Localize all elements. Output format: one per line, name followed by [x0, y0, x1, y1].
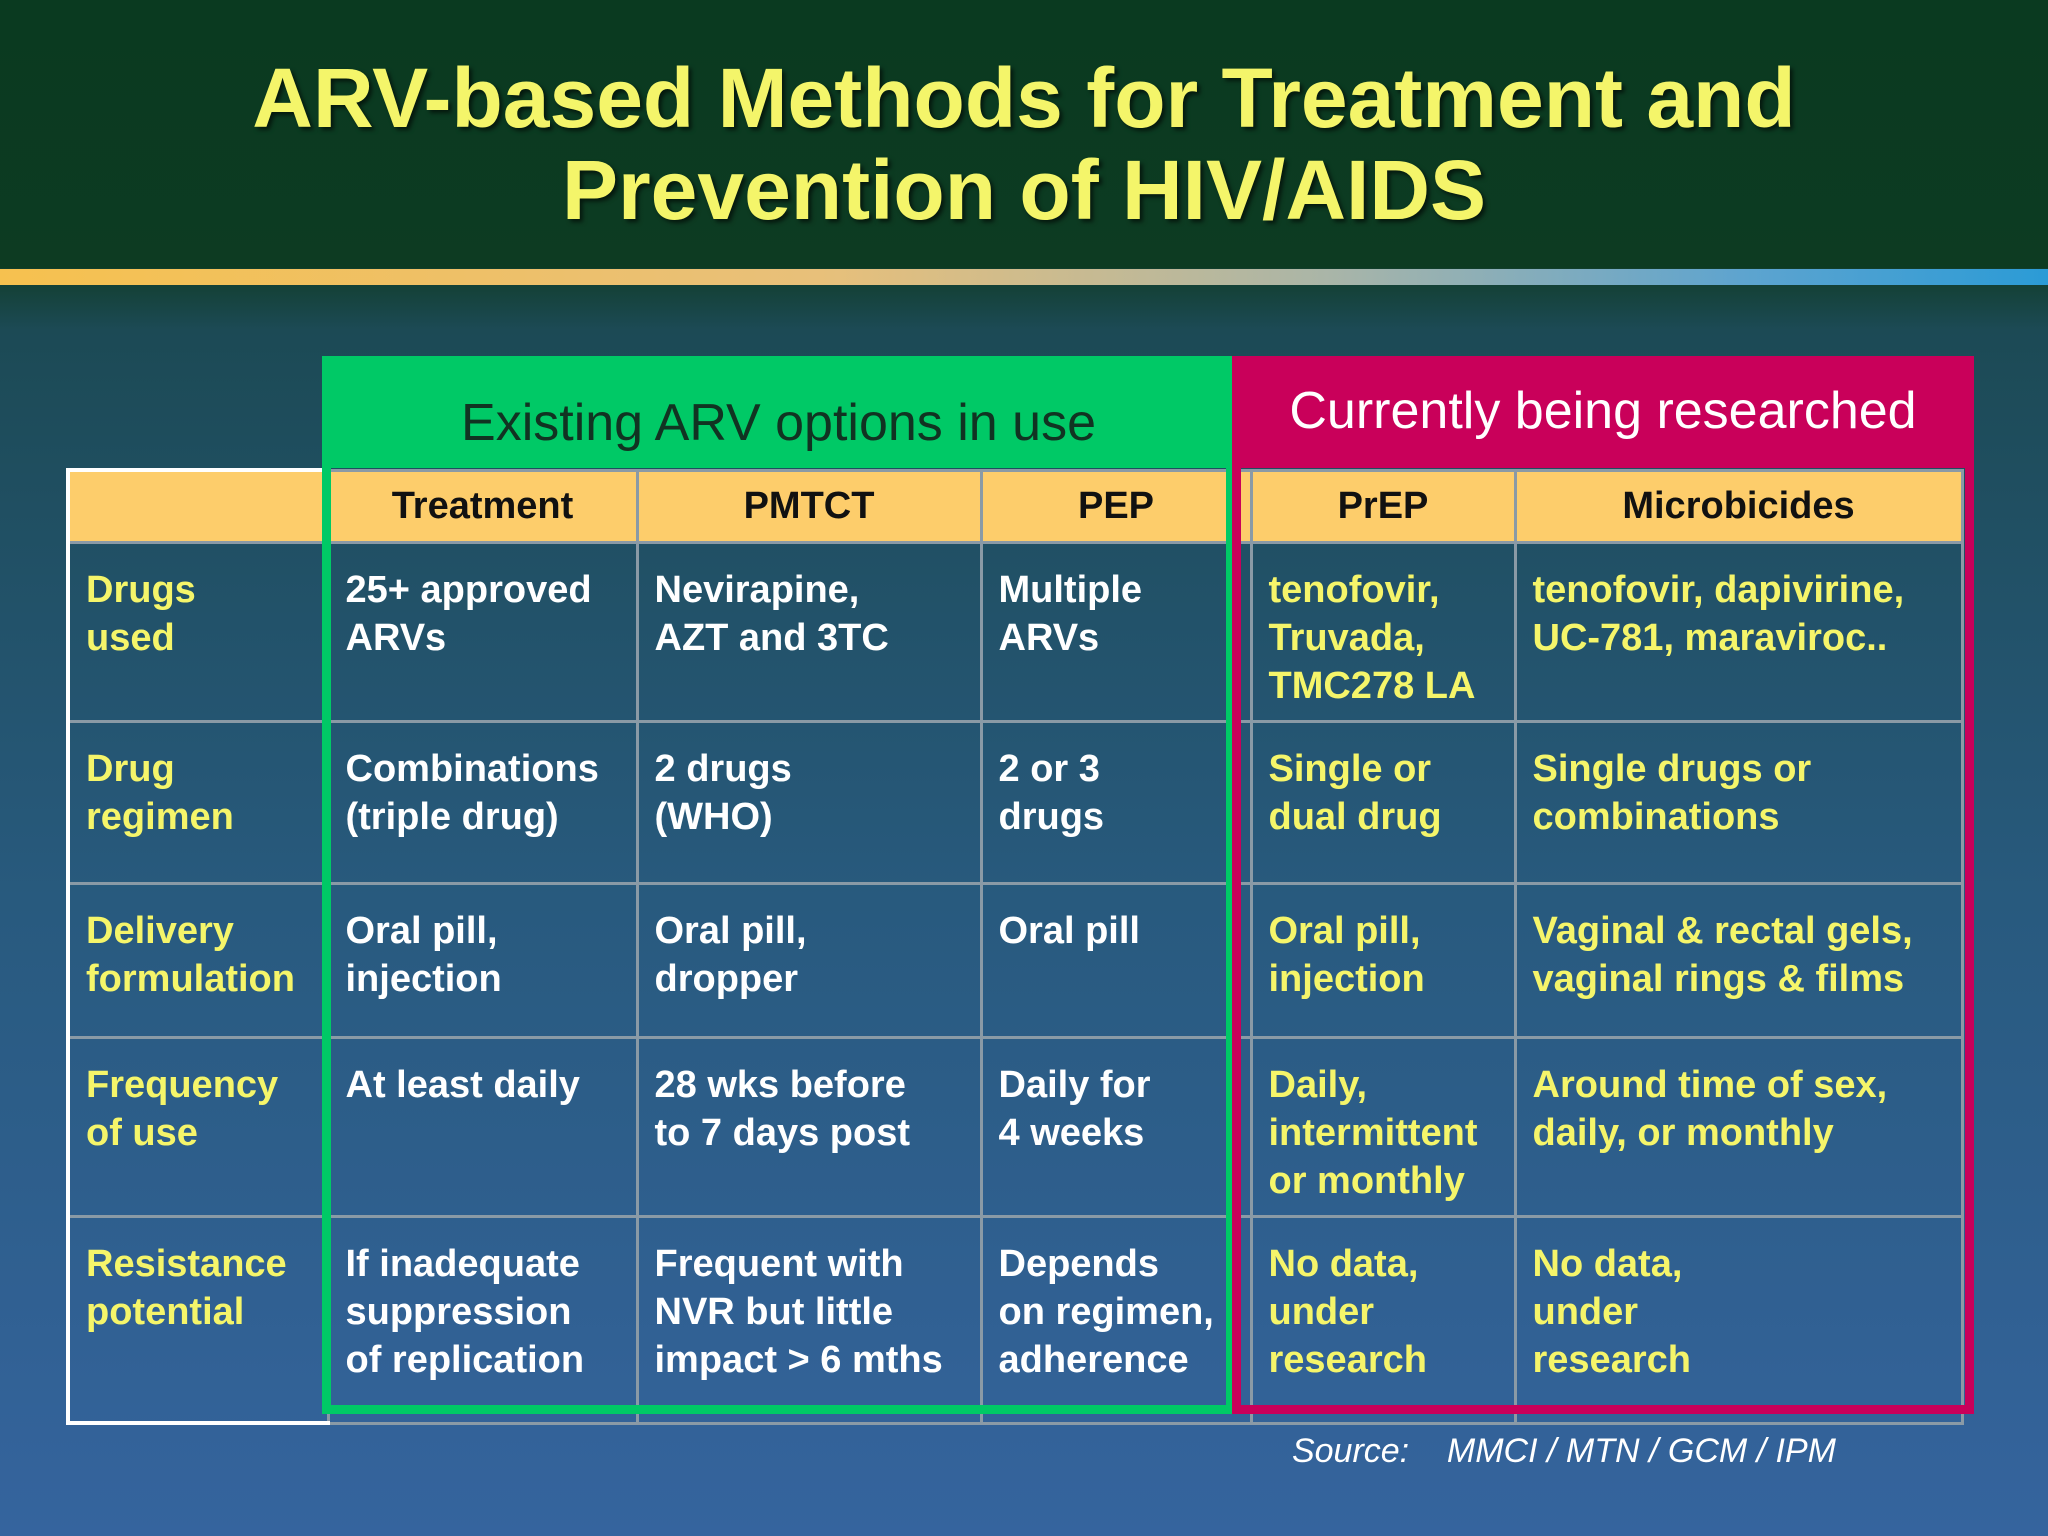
- table-cell: [1251, 721, 1515, 883]
- table-cell: [1251, 542, 1515, 721]
- cell-line: TMC278 LA: [1268, 664, 1476, 707]
- title-line-2: Prevention of HIV/AIDS: [561, 143, 1487, 237]
- row-label-line: used: [86, 616, 175, 659]
- cell-line: daily, or monthly: [1532, 1111, 1834, 1154]
- row-label-line: formulation: [86, 957, 295, 1000]
- cell-line: dual drug: [1268, 795, 1442, 838]
- table-cell: [1251, 1037, 1515, 1216]
- cell-line: drugs: [998, 795, 1105, 838]
- table-cell: [1515, 1216, 1962, 1423]
- table-cell: [637, 1216, 981, 1423]
- cell-line: ARVs: [345, 616, 447, 659]
- cell-line: tenofovir,: [1268, 568, 1440, 611]
- table-cell: [1251, 1216, 1515, 1423]
- cell-line: research: [1268, 1338, 1427, 1381]
- row-label: [68, 542, 328, 721]
- table-row: [68, 721, 1962, 883]
- cell-line: Depends: [998, 1242, 1159, 1285]
- table-cell: [637, 721, 981, 883]
- cell-line: intermittent: [1268, 1111, 1478, 1154]
- cell-line: 2 or 3: [998, 747, 1100, 790]
- table-cell: [981, 721, 1251, 883]
- group-header-existing: Existing ARV options in use: [326, 360, 1231, 468]
- cell-line: Multiple: [998, 568, 1143, 611]
- table-cell: [637, 542, 981, 721]
- cell-line: tenofovir, dapivirine,: [1532, 568, 1905, 611]
- cell-line: Oral pill,: [1268, 909, 1421, 952]
- cell-line: AZT and 3TC: [654, 616, 889, 659]
- table-row: [68, 1037, 1962, 1216]
- slide-title: [0, 52, 2048, 236]
- cell-line: Oral pill: [998, 909, 1140, 952]
- header-row: [68, 470, 1962, 542]
- cell-line: adherence: [998, 1338, 1189, 1381]
- table-cell: [328, 883, 637, 1037]
- table-cell: [637, 883, 981, 1037]
- table-cell: [981, 1037, 1251, 1216]
- cell-line: Truvada,: [1268, 616, 1425, 659]
- cell-line: dropper: [654, 957, 799, 1000]
- row-label-line: regimen: [86, 795, 234, 838]
- column-header: Treatment: [328, 470, 637, 542]
- cell-line: to 7 days post: [654, 1111, 910, 1154]
- cell-line: Frequent with: [654, 1242, 904, 1285]
- row-label-line: of use: [86, 1111, 198, 1154]
- cell-line: Around time of sex,: [1532, 1063, 1888, 1106]
- row-label: [68, 721, 328, 883]
- cell-line: Daily,: [1268, 1063, 1368, 1106]
- cell-line: Daily for: [998, 1063, 1151, 1106]
- column-header: PMTCT: [637, 470, 981, 542]
- cell-line: At least daily: [345, 1063, 580, 1106]
- cell-line: ARVs: [998, 616, 1100, 659]
- row-label-line: Resistance: [86, 1242, 287, 1285]
- cell-line: Oral pill,: [654, 909, 807, 952]
- table-cell: [1515, 883, 1962, 1037]
- row-label-line: Delivery: [86, 909, 234, 952]
- cell-line: NVR but little: [654, 1290, 894, 1333]
- cell-line: UC-781, maraviroc..: [1532, 616, 1888, 659]
- cell-line: If inadequate: [345, 1242, 580, 1285]
- cell-line: No data,: [1268, 1242, 1419, 1285]
- cell-line: research: [1532, 1338, 1691, 1381]
- table-cell: [328, 1216, 637, 1423]
- row-label: [68, 883, 328, 1037]
- cell-line: suppression: [345, 1290, 572, 1333]
- cell-line: of replication: [345, 1338, 585, 1381]
- cell-line: No data,: [1532, 1242, 1683, 1285]
- table-cell: [328, 542, 637, 721]
- row-label: [68, 1037, 328, 1216]
- table-cell: [328, 721, 637, 883]
- title-line-1: ARV-based Methods for Treatment and: [252, 51, 1796, 145]
- table-cell: [1515, 721, 1962, 883]
- cell-line: under: [1532, 1290, 1639, 1333]
- cell-line: Oral pill,: [345, 909, 498, 952]
- cell-line: under: [1268, 1290, 1375, 1333]
- cell-line: on regimen,: [998, 1290, 1214, 1333]
- cell-line: 25+ approved: [345, 568, 592, 611]
- table-cell: [981, 883, 1251, 1037]
- cell-line: Single or: [1268, 747, 1432, 790]
- source-citation: Source: MMCI / MTN / GCM / IPM: [1291, 1432, 1836, 1470]
- cell-line: 28 wks before: [654, 1063, 906, 1106]
- cell-line: 4 weeks: [998, 1111, 1145, 1154]
- column-header: PEP: [981, 470, 1251, 542]
- cell-line: or monthly: [1268, 1159, 1465, 1202]
- table-row: [68, 883, 1962, 1037]
- table-cell: [981, 1216, 1251, 1423]
- cell-line: 2 drugs: [654, 747, 792, 790]
- cell-line: Vaginal & rectal gels,: [1532, 909, 1913, 952]
- cell-line: Combinations: [345, 747, 599, 790]
- header-blank-cell: [68, 470, 328, 542]
- table-cell: [1515, 542, 1962, 721]
- cell-line: Nevirapine,: [654, 568, 860, 611]
- table-row: [68, 542, 1962, 721]
- row-label: [68, 1216, 328, 1423]
- table-cell: [981, 542, 1251, 721]
- cell-line: injection: [1268, 957, 1425, 1000]
- table-cell: [637, 1037, 981, 1216]
- group-header-research: Currently being researched: [1236, 360, 1970, 468]
- row-label-line: Drug: [86, 747, 175, 790]
- row-label-line: potential: [86, 1290, 245, 1333]
- cell-line: Single drugs or: [1532, 747, 1812, 790]
- cell-line: (triple drug): [345, 795, 559, 838]
- cell-line: injection: [345, 957, 502, 1000]
- table-row: [68, 1216, 1962, 1423]
- table-cell: [328, 1037, 637, 1216]
- row-label-line: Frequency: [86, 1063, 279, 1106]
- table-cell: [1515, 1037, 1962, 1216]
- cell-line: impact > 6 mths: [654, 1338, 943, 1381]
- table-cell: [1251, 883, 1515, 1037]
- cell-line: combinations: [1532, 795, 1780, 838]
- column-header: PrEP: [1251, 470, 1515, 542]
- title-divider: [0, 269, 2048, 285]
- cell-line: vaginal rings & films: [1532, 957, 1905, 1000]
- cell-line: (WHO): [654, 795, 773, 838]
- row-label-line: Drugs: [86, 568, 196, 611]
- column-header: Microbicides: [1515, 470, 1962, 542]
- comparison-table: [66, 468, 1964, 1425]
